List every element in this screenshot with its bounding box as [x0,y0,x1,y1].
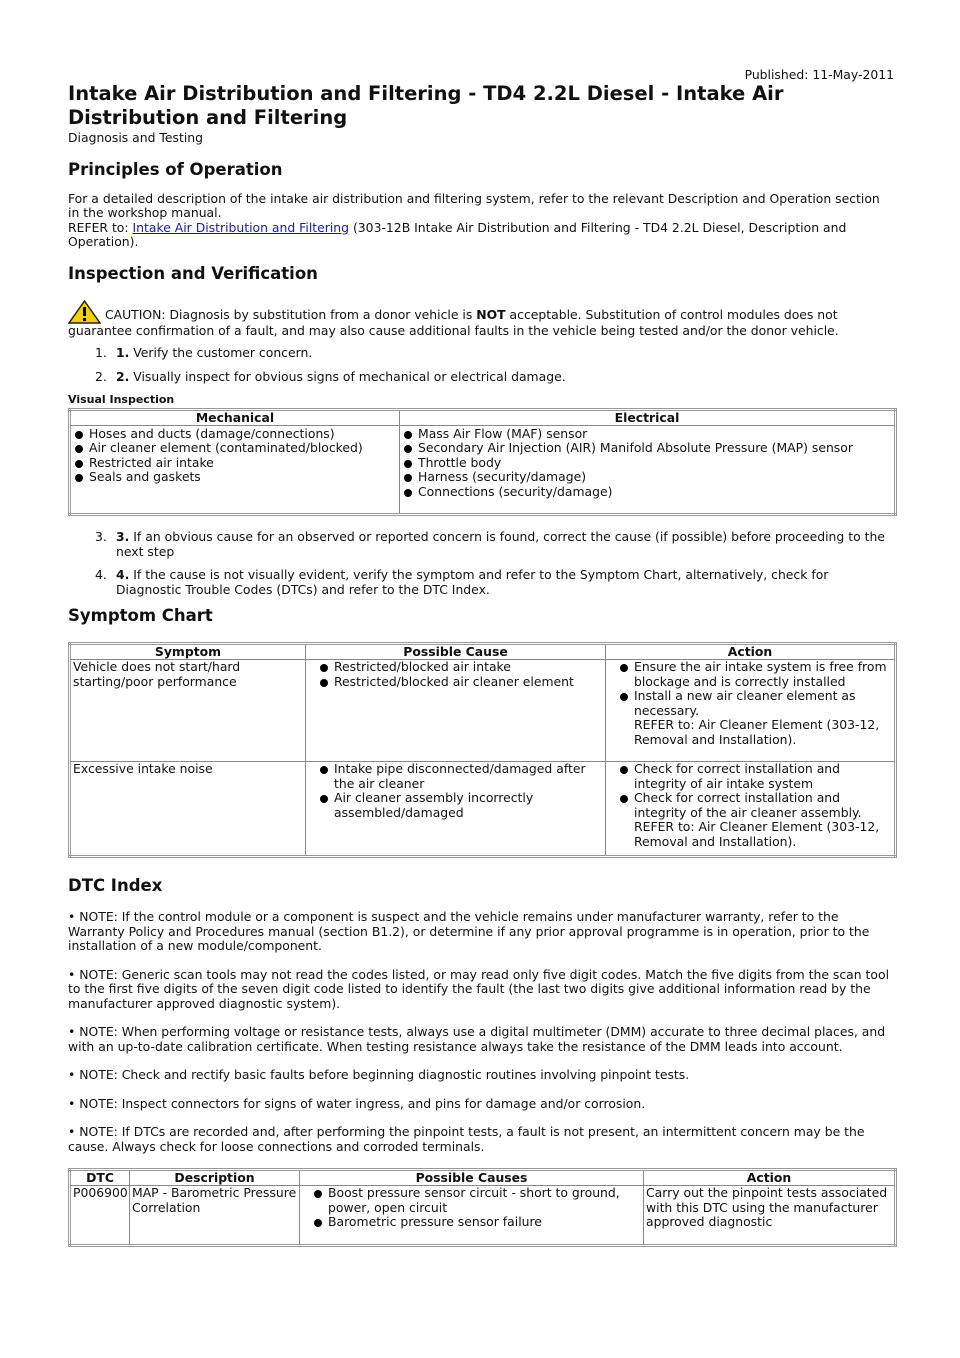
list-item: Barometric pressure sensor failure [328,1215,641,1230]
dtc-note: • NOTE: Generic scan tools may not read the codes listed, or may read only five digit codes. Match the five digits from the scan tool to the first five digits of the seven digit code listed to identify the fault (the last two digits give additional information read by the manufacturer approved diagnostic system). [68,966,890,1011]
step-bold: 3. [116,529,130,544]
page-title: Intake Air Distribution and Filtering - TD4 2.2L Diesel - Intake Air Distribution and Filtering [68,82,784,129]
symptom-table [68,642,897,858]
col-header: DTC [70,1170,130,1186]
dtc-note: • NOTE: Check and rectify basic faults before beginning diagnostic routines involving pinpoint tests. [68,1067,690,1082]
dtc-note: • NOTE: Inspect connectors for signs of water ingress, and pins for damage and/or corrosion. [68,1095,646,1111]
col-header: Action [644,1170,896,1186]
mechanical-list [73,427,397,485]
caution-not: NOT [476,306,506,322]
table-cell [306,762,606,857]
list-item: Restricted/blocked air intake [334,660,603,675]
col-header: Possible Cause [306,644,606,660]
table-cell [70,425,400,515]
table-cell [400,425,896,515]
caution-prefix: CAUTION: Diagnosis by substitution from a donor vehicle is [104,306,477,322]
list-item: Seals and gaskets [89,470,397,485]
list-item: Restricted/blocked air cleaner element [334,675,603,690]
list-item: Boost pressure sensor circuit - short to ground, power, open circuit [328,1186,641,1215]
step-text: If an obvious cause for an observed or reported concern is found, correct the cause (if possible) before proceeding to the next step [116,529,885,559]
table-cell [300,1186,644,1246]
col-header: Electrical [400,409,896,425]
ref-prefix: REFER to: [68,219,133,235]
col-header: Symptom [70,644,306,660]
document-page [68,66,894,1247]
dtc-code: P006900 [70,1186,130,1246]
step-number: 2. [95,368,107,384]
intake-air-link[interactable]: Intake Air Distribution and Filtering [132,219,350,235]
step-text: If the cause is not visually evident, verify the symptom and refer to the Symptom Chart, alternatively, check for Diagnostic Trouble Codes (DTCs) and refer to the DTC Index. [116,567,829,597]
step-text: Visually inspect for obvious signs of mechanical or electrical damage. [129,368,566,384]
step-number: 1. [95,345,107,360]
list-item: Intake pipe disconnected/damaged after the air cleaner [334,762,603,791]
table-cell [306,660,606,762]
col-header: Description [130,1170,300,1186]
dtc-note: • NOTE: If the control module or a component is suspect and the vehicle remains under manufacturer warranty, refer to the Warranty Policy and Procedures manual (section B1.2), or determine if any prior approval programme is in operation, prior to the installation of a new module/component. [68,909,870,953]
list-item [68,530,894,559]
step-bold: 1. [116,345,130,360]
step-bold: 2. [116,368,130,384]
list-item [68,370,894,385]
step-number: 3. [95,529,107,544]
table-cell [606,762,896,857]
col-header: Action [606,644,896,660]
step-text: Verify the customer concern. [129,345,313,360]
steps-list-2 [68,530,894,597]
list-item: Harness (security/damage) [418,470,892,485]
list-item: Secondary Air Injection (AIR) Manifold Absolute Pressure (MAP) sensor [418,441,892,456]
page-subtitle: Diagnosis and Testing [68,130,203,145]
dtc-heading: DTC Index [68,876,163,895]
visual-inspection-label: Visual Inspection [68,393,175,406]
list-item: Install a new air cleaner element as necessary. [634,689,892,718]
dtc-note: • NOTE: When performing voltage or resistance tests, always use a digital multimeter (DMM) accurate to three decimal places, and with an up-to-date calibration certificate. When testing resistance always take the resistance of the DMM leads into account. [68,1024,886,1054]
table-row [70,660,896,762]
principles-heading: Principles of Operation [68,159,283,179]
list-item: Throttle body [418,456,892,471]
table-row [70,762,896,857]
caution-note [68,300,894,339]
list-item: Connections (security/damage) [418,485,892,500]
published-date: Published: 11-May-2011 [744,67,894,82]
list-item [68,568,894,597]
steps-list [68,346,894,384]
list-item [68,346,894,361]
list-item: Air cleaner assembly incorrectly assembled/damaged [334,791,603,820]
dtc-action: Carry out the pinpoint tests associated with this DTC using the manufacturer approved diagnostic [644,1186,896,1246]
col-header: Mechanical [70,409,400,425]
table-cell [606,660,896,762]
visual-inspection-table [68,408,897,517]
list-item: Mass Air Flow (MAF) sensor [418,427,892,442]
list-item: Restricted air intake [89,456,397,471]
principles-ref [68,221,894,250]
principles-text: For a detailed description of the intake air distribution and filtering system, refer to the relevant Description and Operation section in the workshop manual. [68,190,880,220]
col-header: Possible Causes [300,1170,644,1186]
inspection-heading: Inspection and Verification [68,263,318,283]
electrical-list [402,427,892,500]
dtc-description: MAP - Barometric Pressure Correlation [130,1186,300,1246]
symptom-heading: Symptom Chart [68,606,213,625]
list-item: Ensure the air intake system is free from blockage and is correctly installed [634,660,892,689]
step-number: 4. [95,567,107,582]
dtc-note: • NOTE: If DTCs are recorded and, after performing the pinpoint tests, a fault is not present, an intermittent concern may be the cause. Always check for loose connections and corroded terminals. [68,1124,865,1154]
table-row [70,1186,896,1246]
caution-suffix: acceptable. Substitution of control modules does not guarantee confirmation of a fault, and may also cause additional faults in the vehicle being tested and/or the donor vehicle. [68,306,839,338]
list-item: Hoses and ducts (damage/connections) [89,427,397,442]
list-item: Check for correct installation and integrity of air intake system [634,762,892,791]
table-cell: Excessive intake noise [70,762,306,857]
table-row [70,425,896,515]
ref-suffix: (303-12B Intake Air Distribution and Filtering - TD4 2.2L Diesel, Description and Operation). [68,219,847,249]
list-item: Air cleaner element (contaminated/blocked) [89,441,397,456]
table-cell: Vehicle does not start/hard starting/poor performance [70,660,306,762]
warning-icon [68,300,101,324]
step-bold: 4. [116,567,130,582]
dtc-table [68,1168,897,1247]
ref-text: REFER to: Air Cleaner Element (303-12, Removal and Installation). [634,717,880,747]
ref-text: REFER to: Air Cleaner Element (303-12, Removal and Installation). [634,819,880,849]
list-item: Check for correct installation and integrity of the air cleaner assembly. [634,791,892,820]
